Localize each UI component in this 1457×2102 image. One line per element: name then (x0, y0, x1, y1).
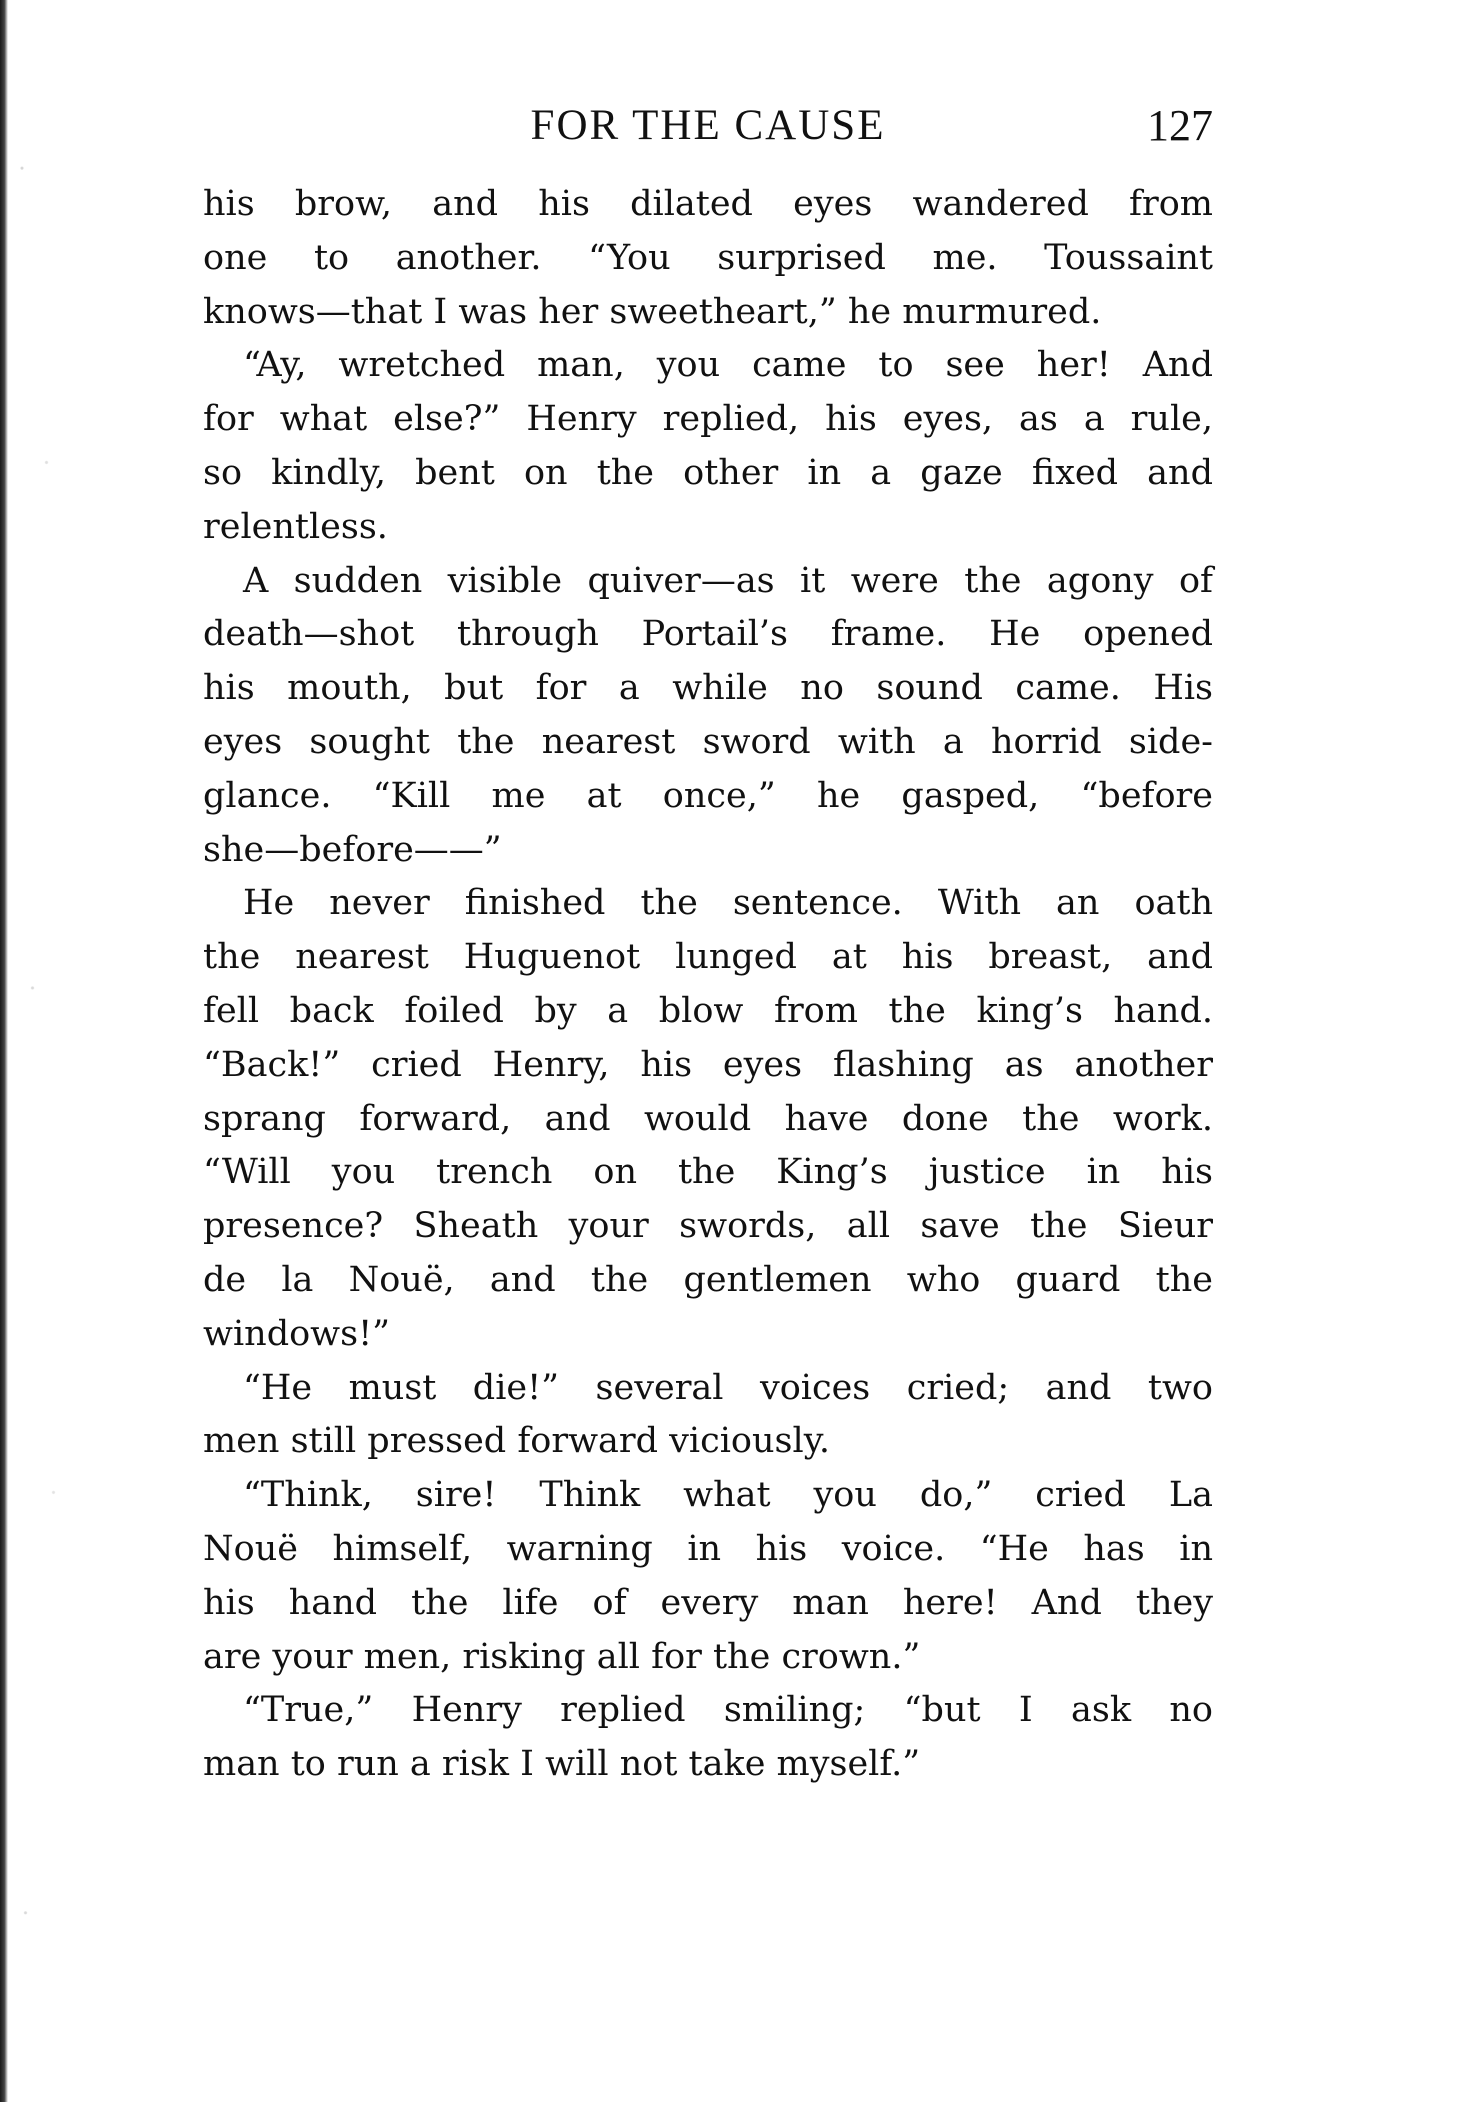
text-line: for what else?” Henry replied, his eyes, as a rule, (203, 399, 1213, 440)
text-line: his hand the life of every man here! And they (203, 1582, 1213, 1623)
text-line: his brow, and his dilated eyes wandered from (203, 184, 1213, 224)
text-line: she—before——” (203, 829, 502, 870)
page-number: 127 (1147, 101, 1213, 150)
text-line: fell back foiled by a blow from the king’s hand. (203, 990, 1213, 1031)
paragraph-5 (203, 1362, 1213, 1470)
text-line: eyes sought the nearest sword with a horrid side- (203, 721, 1213, 762)
text-line: the nearest Huguenot lunged at his breast, and (203, 937, 1213, 978)
text-line: “Will you trench on the King’s justice in his (203, 1152, 1213, 1193)
text-line: sprang forward, and would have done the work. (203, 1098, 1213, 1139)
text-line: “Ay, wretched man, you came to see her! And (243, 345, 1213, 386)
running-header (203, 96, 1213, 156)
text-line: glance. “Kill me at once,” he gasped, “before (203, 775, 1213, 816)
paragraph-6 (203, 1469, 1213, 1684)
running-title: FOR THE CAUSE (530, 102, 886, 149)
text-line: windows!” (203, 1313, 391, 1354)
text-line: presence? Sheath your swords, all save the Sieur (203, 1206, 1213, 1247)
text-line: A sudden visible quiver—as it were the agony of (243, 560, 1213, 601)
text-line: “True,” Henry replied smiling; “but I ask no (243, 1690, 1213, 1731)
text-line: de la Nouë, and the gentlemen who guard the (203, 1259, 1213, 1300)
text-line: his mouth, but for a while no sound came. His (203, 668, 1213, 709)
text-line: men still pressed forward viciously. (203, 1421, 830, 1462)
text-line: one to another. “You surprised me. Toussaint (203, 237, 1213, 278)
text-line: relentless. (203, 506, 388, 547)
body-text (203, 178, 1213, 1792)
text-line: “Think, sire! Think what you do,” cried La (243, 1475, 1213, 1516)
text-line: “Back!” cried Henry, his eyes flashing as another (203, 1044, 1213, 1085)
text-line: death—shot through Portail’s frame. He opened (203, 614, 1213, 655)
paragraph-4 (203, 877, 1213, 1361)
text-line: so kindly, bent on the other in a gaze fixed and (203, 452, 1213, 493)
text-line: are your men, risking all for the crown.” (203, 1636, 921, 1677)
scan-noise (8, 0, 78, 2102)
paragraph-2 (203, 339, 1213, 554)
paragraph-1 (203, 178, 1213, 339)
text-line: Nouë himself, warning in his voice. “He has in (203, 1528, 1213, 1569)
text-line: knows—that I was her sweetheart,” he murmured. (203, 291, 1102, 332)
scan-binding-edge (0, 0, 8, 2102)
paragraph-7 (203, 1684, 1213, 1792)
paragraph-3 (203, 555, 1213, 878)
text-line: man to run a risk I will not take myself.” (203, 1744, 921, 1785)
text-line: He never finished the sentence. With an oath (243, 883, 1213, 924)
text-line: “He must die!” several voices cried; and two (243, 1367, 1213, 1408)
